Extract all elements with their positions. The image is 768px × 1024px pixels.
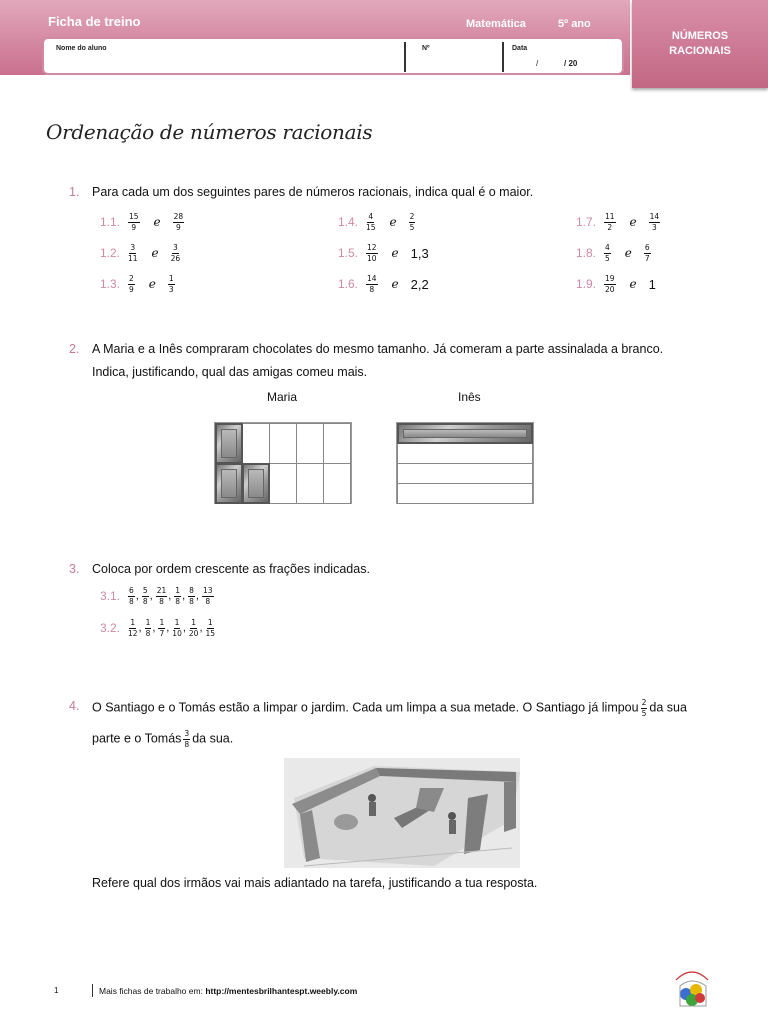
fraction: $\frac{1}{20}$ bbox=[188, 618, 199, 638]
conjunction: e bbox=[624, 246, 632, 260]
item-number: 3.1. bbox=[100, 589, 121, 603]
question-text bbox=[92, 730, 233, 748]
fraction: $\frac{1}{10}$ bbox=[172, 618, 182, 638]
label-maria: Maria bbox=[267, 390, 298, 404]
q4-line1: O Santiago e o Tomás estão a limpar o jardim. Cada um limpa a sua metade. O Santiago já limpou bbox=[92, 700, 639, 715]
fraction: $\frac{3}{11}$ bbox=[128, 243, 138, 263]
uneaten-piece bbox=[215, 463, 243, 504]
item-number: 1.4. bbox=[338, 215, 359, 229]
garden-illustration bbox=[284, 758, 520, 868]
question-text: A Maria e a Inês compraram chocolates do mesmo tamanho. Já comeram a parte assinalada a branco. bbox=[92, 342, 664, 356]
number-label: Nº bbox=[422, 45, 430, 52]
item-number: 1.7. bbox=[576, 215, 597, 229]
uneaten-piece bbox=[215, 423, 243, 464]
comparison-item bbox=[100, 242, 180, 264]
q4-line2-start: parte e o Tomás bbox=[92, 731, 182, 746]
fraction: $\frac{1}{12}$ bbox=[128, 618, 138, 638]
comparison-item bbox=[576, 211, 660, 233]
score-total: / 20 bbox=[564, 59, 578, 68]
fraction: $\frac{11}{2}$ bbox=[605, 212, 615, 232]
question-number: 1. bbox=[69, 185, 80, 199]
topic-tab bbox=[632, 0, 768, 88]
conjunction: e bbox=[391, 246, 399, 260]
mentes-brilhantes-logo-icon bbox=[662, 962, 722, 1012]
comparison-item bbox=[338, 273, 429, 295]
footer-label: Mais fichas de trabalho em: bbox=[99, 986, 203, 996]
item-number: 1.9. bbox=[576, 277, 597, 291]
conjunction: e bbox=[389, 215, 397, 229]
item-number: 1.6. bbox=[338, 277, 359, 291]
fraction: $\frac{21}{8}$ bbox=[156, 586, 167, 606]
item-number: 1.2. bbox=[100, 246, 121, 260]
fraction: $\frac{1}{15}$ bbox=[205, 618, 216, 638]
chocolate-maria bbox=[214, 422, 352, 504]
fraction: $\frac{1}{3}$ bbox=[168, 274, 174, 294]
fraction: $\frac{14}{8}$ bbox=[367, 274, 377, 294]
divider bbox=[404, 42, 406, 72]
item-number: 1.1. bbox=[100, 215, 121, 229]
fraction: $\frac{2}{5}$ bbox=[409, 212, 415, 232]
divider bbox=[502, 42, 504, 72]
decimal-value: 1 bbox=[648, 276, 656, 292]
fraction: $\frac{1}{8}$ bbox=[175, 586, 181, 606]
date-slash: / bbox=[536, 59, 539, 68]
fraction: $\frac{2}{5}$ bbox=[641, 698, 647, 718]
date-label: Data bbox=[512, 45, 528, 52]
uneaten-piece bbox=[242, 463, 270, 504]
question-text: Coloca por ordem crescente as frações indicadas. bbox=[92, 562, 370, 576]
topic-line-2: RACIONAIS bbox=[669, 45, 731, 57]
conjunction: e bbox=[153, 215, 161, 229]
question-text: Para cada um dos seguintes pares de números racionais, indica qual é o maior. bbox=[92, 185, 534, 199]
student-info-box bbox=[42, 37, 624, 75]
footer-divider bbox=[92, 984, 93, 997]
fraction: $\frac{4}{15}$ bbox=[366, 212, 376, 232]
item-number: 3.2. bbox=[100, 621, 121, 635]
fraction: $\frac{8}{8}$ bbox=[189, 586, 194, 606]
fraction-list: 3.2. $\frac{1}{12}$ , $\frac{1}{8}$ , $\frac{1}{7}$ , $\frac{1}{10}$ , $\frac{1}{20}$ , $\frac{1}{15}$ bbox=[100, 618, 216, 638]
question-text: Indica, justificando, qual das amigas comeu mais. bbox=[92, 365, 368, 379]
grade-label: 5º ano bbox=[558, 18, 591, 30]
comparison-item bbox=[338, 211, 415, 233]
page-title: Ordenação de números racionais bbox=[46, 120, 373, 144]
topic-line-1: NÚMEROS bbox=[671, 30, 729, 42]
question-text bbox=[92, 699, 687, 717]
conjunction: e bbox=[629, 215, 637, 229]
fraction: $\frac{1}{7}$ bbox=[159, 618, 165, 638]
comparison-item bbox=[338, 242, 429, 264]
footer-link[interactable]: http://mentesbrilhantespt.weebly.com bbox=[205, 986, 358, 996]
question-number: 2. bbox=[69, 342, 80, 356]
chocolate-ines bbox=[396, 422, 534, 504]
question-number: 3. bbox=[69, 562, 80, 576]
fraction: $\frac{14}{3}$ bbox=[649, 212, 660, 232]
question-number: 4. bbox=[69, 699, 80, 713]
fraction: $\frac{4}{5}$ bbox=[605, 243, 610, 263]
comparison-item bbox=[576, 273, 656, 295]
fraction: $\frac{6}{7}$ bbox=[644, 243, 650, 263]
subject-label: Matemática bbox=[466, 18, 526, 30]
label-ines: Inês bbox=[458, 390, 481, 404]
fraction: $\frac{28}{9}$ bbox=[173, 212, 184, 232]
fraction: $\frac{12}{10}$ bbox=[367, 243, 377, 263]
conjunction: e bbox=[148, 277, 156, 291]
fraction: $\frac{3}{26}$ bbox=[170, 243, 181, 263]
fraction: $\frac{5}{8}$ bbox=[142, 586, 148, 606]
footer-text bbox=[99, 986, 357, 996]
item-number: 1.3. bbox=[100, 277, 121, 291]
comparison-item bbox=[100, 211, 184, 233]
decimal-value: 2,2 bbox=[410, 276, 429, 292]
q4-line1-end: da sua bbox=[649, 700, 687, 715]
fraction: $\frac{1}{8}$ bbox=[145, 618, 151, 638]
fraction: $\frac{2}{9}$ bbox=[129, 274, 134, 294]
conjunction: e bbox=[391, 277, 399, 291]
conjunction: e bbox=[629, 277, 637, 291]
q4-line2-end: da sua. bbox=[192, 731, 234, 746]
name-label: Nome do aluno bbox=[56, 45, 107, 52]
uneaten-piece bbox=[397, 423, 533, 444]
comparison-item bbox=[576, 242, 651, 264]
question-text: Refere qual dos irmãos vai mais adiantado na tarefa, justificando a tua resposta. bbox=[92, 876, 538, 890]
comparison-item bbox=[100, 273, 175, 295]
item-number: 1.8. bbox=[576, 246, 597, 260]
fraction: $\frac{15}{9}$ bbox=[129, 212, 139, 232]
fraction: $\frac{13}{8}$ bbox=[202, 586, 213, 606]
fraction: $\frac{19}{20}$ bbox=[605, 274, 615, 294]
decimal-value: 1,3 bbox=[410, 245, 429, 261]
fraction: $\frac{3}{8}$ bbox=[184, 729, 190, 749]
fraction: $\frac{6}{8}$ bbox=[129, 586, 134, 606]
item-number: 1.5. bbox=[338, 246, 359, 260]
conjunction: e bbox=[151, 246, 159, 260]
page-number: 1 bbox=[54, 986, 59, 995]
worksheet-type: Ficha de treino bbox=[48, 14, 141, 29]
fraction-list: 3.1. $\frac{6}{8}$ , $\frac{5}{8}$ , $\frac{21}{8}$ , $\frac{1}{8}$ , $\frac{8}{8}$ , $\frac{13}{8}$ bbox=[100, 586, 213, 606]
